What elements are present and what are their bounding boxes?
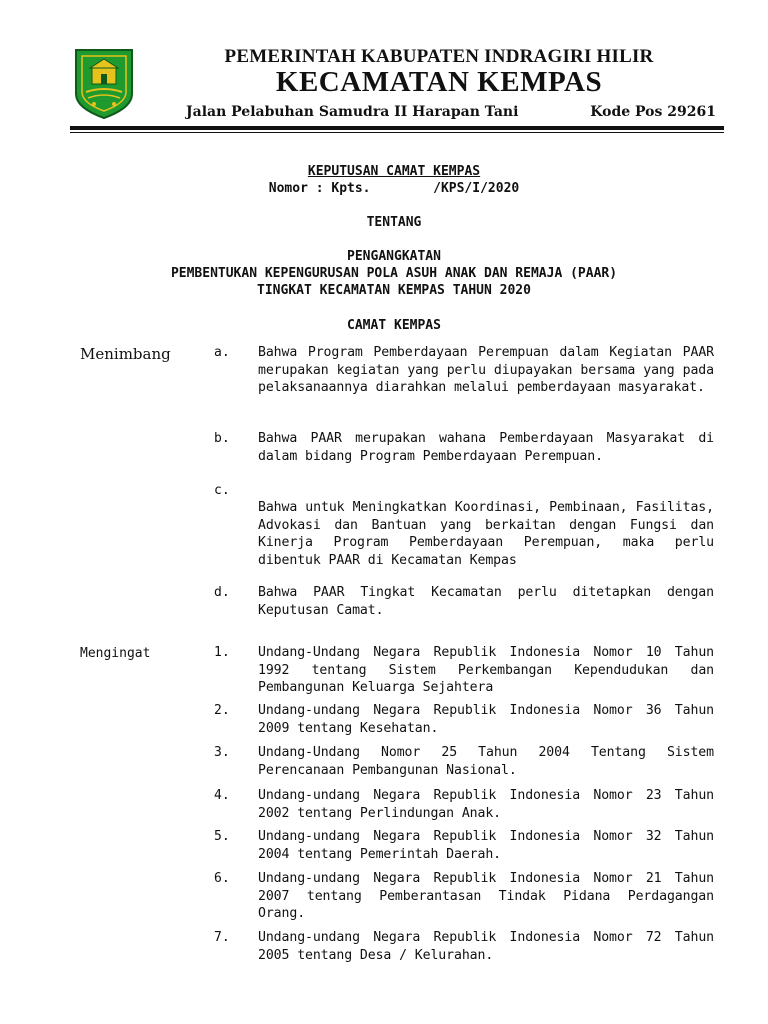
menimbang-label: Menimbang [80,345,171,363]
list-marker: 1. [214,645,230,660]
letterhead-rule-thick [70,126,724,130]
list-item: Bahwa PAAR merupakan wahana Pemberdayaan Masyarakat di dalam bidang Program Pemberdayaan Perempuan. [258,431,714,464]
list-marker: b. [214,431,230,446]
list-item: Undang-Undang Negara Republik Indonesia Nomor 10 Tahun 1992 tentang Sistem Perkembangan Kependudukan dan Pembangunan Keluarga Sejahtera [258,645,714,695]
list-marker: 3. [214,745,230,760]
list-marker: c. [214,483,230,498]
list-marker: 7. [214,930,230,945]
regency-emblem-icon [72,46,136,120]
office-name: KECAMATAN KEMPAS [275,66,603,98]
list-item: Undang-undang Negara Republik Indonesia Nomor 21 Tahun 2007 tentang Pemberantasan Tindak Pidana Perdagangan Orang. [258,871,714,921]
list-item: Undang-undang Negara Republik Indonesia Nomor 72 Tahun 2005 tentang Desa / Kelurahan. [258,930,714,963]
letterhead-rule-thin [70,132,724,133]
address-line [186,104,716,120]
decree-title: KEPUTUSAN CAMAT KEMPAS [307,164,481,179]
street-address: Jalan Pelabuhan Samudra II Harapan Tani [186,104,519,120]
postal-code: Kode Pos 29261 [590,104,716,120]
list-item: Undang-undang Negara Republik Indonesia Nomor 32 Tahun 2004 tentang Pemerintah Daerah. [258,829,714,862]
list-item: Bahwa untuk Meningkatkan Koordinasi, Pembinaan, Fasilitas, Advokasi dan Bantuan yang berkaitan dengan Fungsi dan Kinerja Program Pemberdayaan Perempuan, maka perlu dibentuk PAAR di Kecamatan Kempas [258,500,714,568]
list-item: Bahwa PAAR Tingkat Kecamatan perlu ditetapkan dengan Keputusan Camat. [258,585,714,618]
list-marker: 6. [214,871,230,886]
mengingat-label: Mengingat [80,646,151,661]
list-marker: d. [214,585,230,600]
list-marker: 5. [214,829,230,844]
list-marker: a. [214,345,230,360]
list-marker: 4. [214,788,230,803]
about-heading: TENTANG [366,215,422,230]
issuer-heading: CAMAT KEMPAS [347,318,441,333]
list-item: Undang-undang Negara Republik Indonesia Nomor 23 Tahun 2002 tentang Perlindungan Anak. [258,788,714,821]
org-name: PEMERINTAH KABUPATEN INDRAGIRI HILIR [224,46,654,67]
list-item: Bahwa Program Pemberdayaan Perempuan dalam Kegiatan PAAR merupakan kegiatan yang perlu diupayakan bersama yang pada pelaksanaannya diarahkan melalui pemberdayaan masyarakat. [258,345,714,395]
subject-line-3: TINGKAT KECAMATAN KEMPAS TAHUN 2020 [257,283,531,298]
list-item: Undang-undang Negara Republik Indonesia Nomor 36 Tahun 2009 tentang Kesehatan. [258,703,714,736]
decree-number: Nomor : Kpts. /KPS/I/2020 [268,181,520,196]
subject-line-2: PEMBENTUKAN KEPENGURUSAN POLA ASUH ANAK DAN REMAJA (PAAR) [170,266,618,281]
list-item: Undang-Undang Nomor 25 Tahun 2004 Tentang Sistem Perencanaan Pembangunan Nasional. [258,745,714,778]
list-marker: 2. [214,703,230,718]
subject-line-1: PENGANGKATAN [347,249,441,264]
